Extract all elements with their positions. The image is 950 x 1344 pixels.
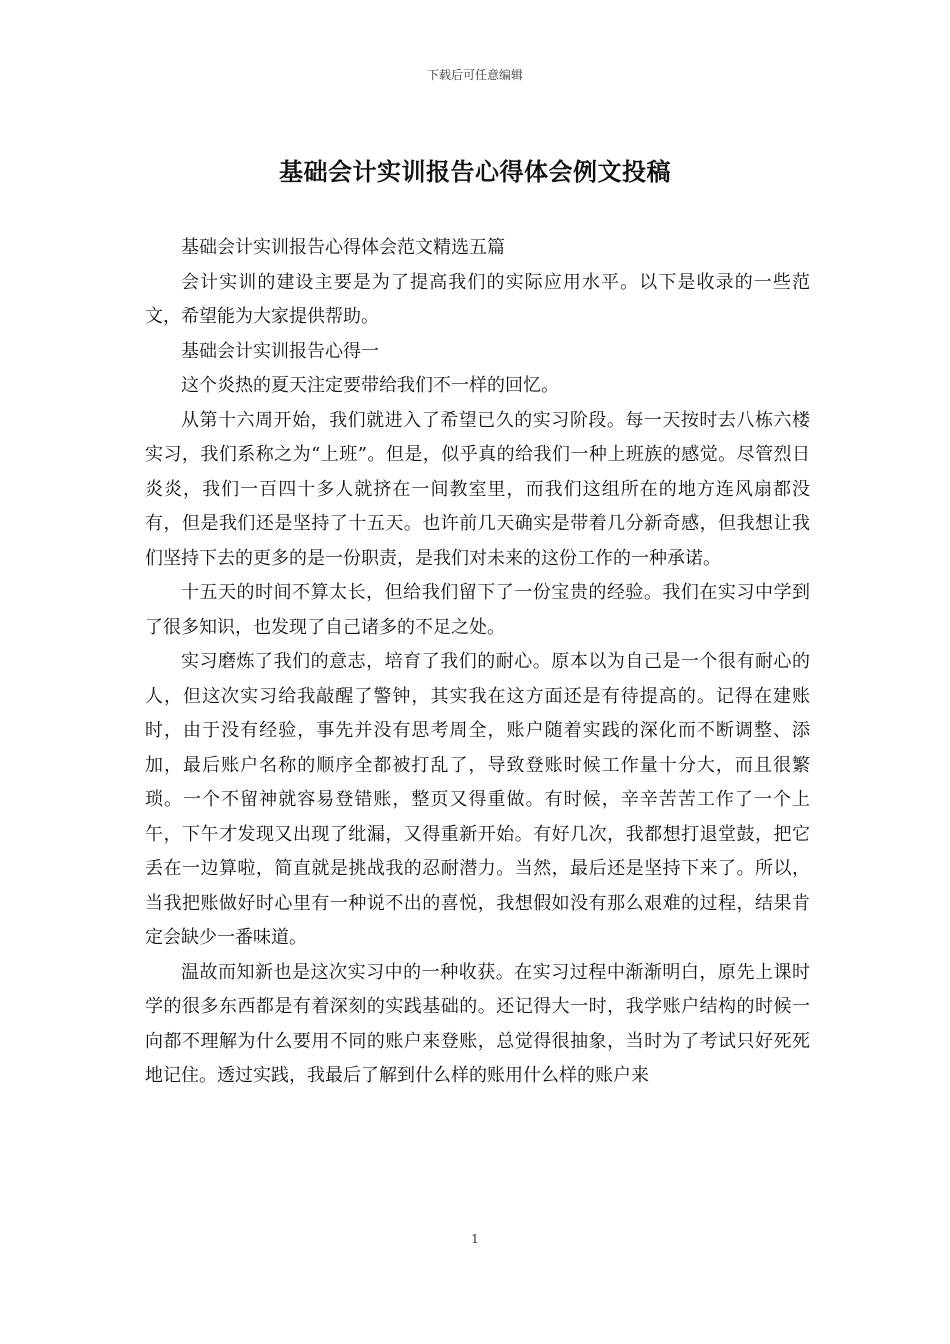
paragraph: 从第十六周开始，我们就进入了希望已久的实习阶段。每一天按时去八栋六楼实习，我们系称之为“上班”。但是，似乎真的给我们一种上班族的感觉。尽管烈日炎炎，我们一百四十多人就挤在一间教室里，而我们这组所在的地方连风扇都没有，但是我们还是坚持了十五天。也许前几天确实是带着几分新奇感，但我想让我们坚持下去的更多的是一份职责，是我们对未来的这份工作的一种承诺。 [145,409,810,569]
paragraph: 十五天的时间不算太长，但给我们留下了一份宝贵的经验。我们在实习中学到了很多知识，也发现了自己诸多的不足之处。 [145,582,810,638]
paragraph-intro: 会计实训的建设主要是为了提高我们的实际应用水平。以下是收录的一些范文，希望能为大家提供帮助。 [145,271,810,327]
document-body [145,231,810,1094]
page-number: 1 [471,1232,479,1246]
header-note: 下载后可任意编辑 [426,68,523,82]
document-title: 基础会计实训报告心得体会例文投稿 [279,157,671,186]
paragraph: 实习磨炼了我们的意志，培育了我们的耐心。原本以为自己是一个很有耐心的人，但这次实习给我敲醒了警钟，其实我在这方面还是有待提高的。记得在建账时，由于没有经验，事先并没有思考周全，账户随着实践的深化而不断调整、添加，最后账户名称的顺序全都被打乱了，导致登账时候工作量十分大，而且很繁琐。一个不留神就容易登错账，整页又得重做。有时候，辛辛苦苦工作了一个上午，下午才发现又出现了纰漏，又得重新开始。有好几次，我都想打退堂鼓，把它丢在一边算啦，简直就是挑战我的忍耐潜力。当然，最后还是坚持下来了。所以，当我把账做好时心里有一种说不出的喜悦，我想假如没有那么艰难的过程，结果肯定会缺少一番味道。 [145,651,810,948]
paragraph: 这个炎热的夏天注定要带给我们不一样的回忆。 [181,375,559,396]
paragraph: 温故而知新也是这次实习中的一种收获。在实习过程中渐渐明白，原先上课时学的很多东西都是有着深刻的实践基础的。还记得大一时，我学账户结构的时候一向都不理解为什么要用不同的账户来登账，总觉得很抽象，当时为了考试只好死死地记住。透过实践，我最后了解到什么样的账用什么样的账户来 [145,961,810,1086]
paragraph-section-heading: 基础会计实训报告心得一 [181,340,379,362]
paragraph-subtitle: 基础会计实训报告心得体会范文精选五篇 [181,237,505,258]
